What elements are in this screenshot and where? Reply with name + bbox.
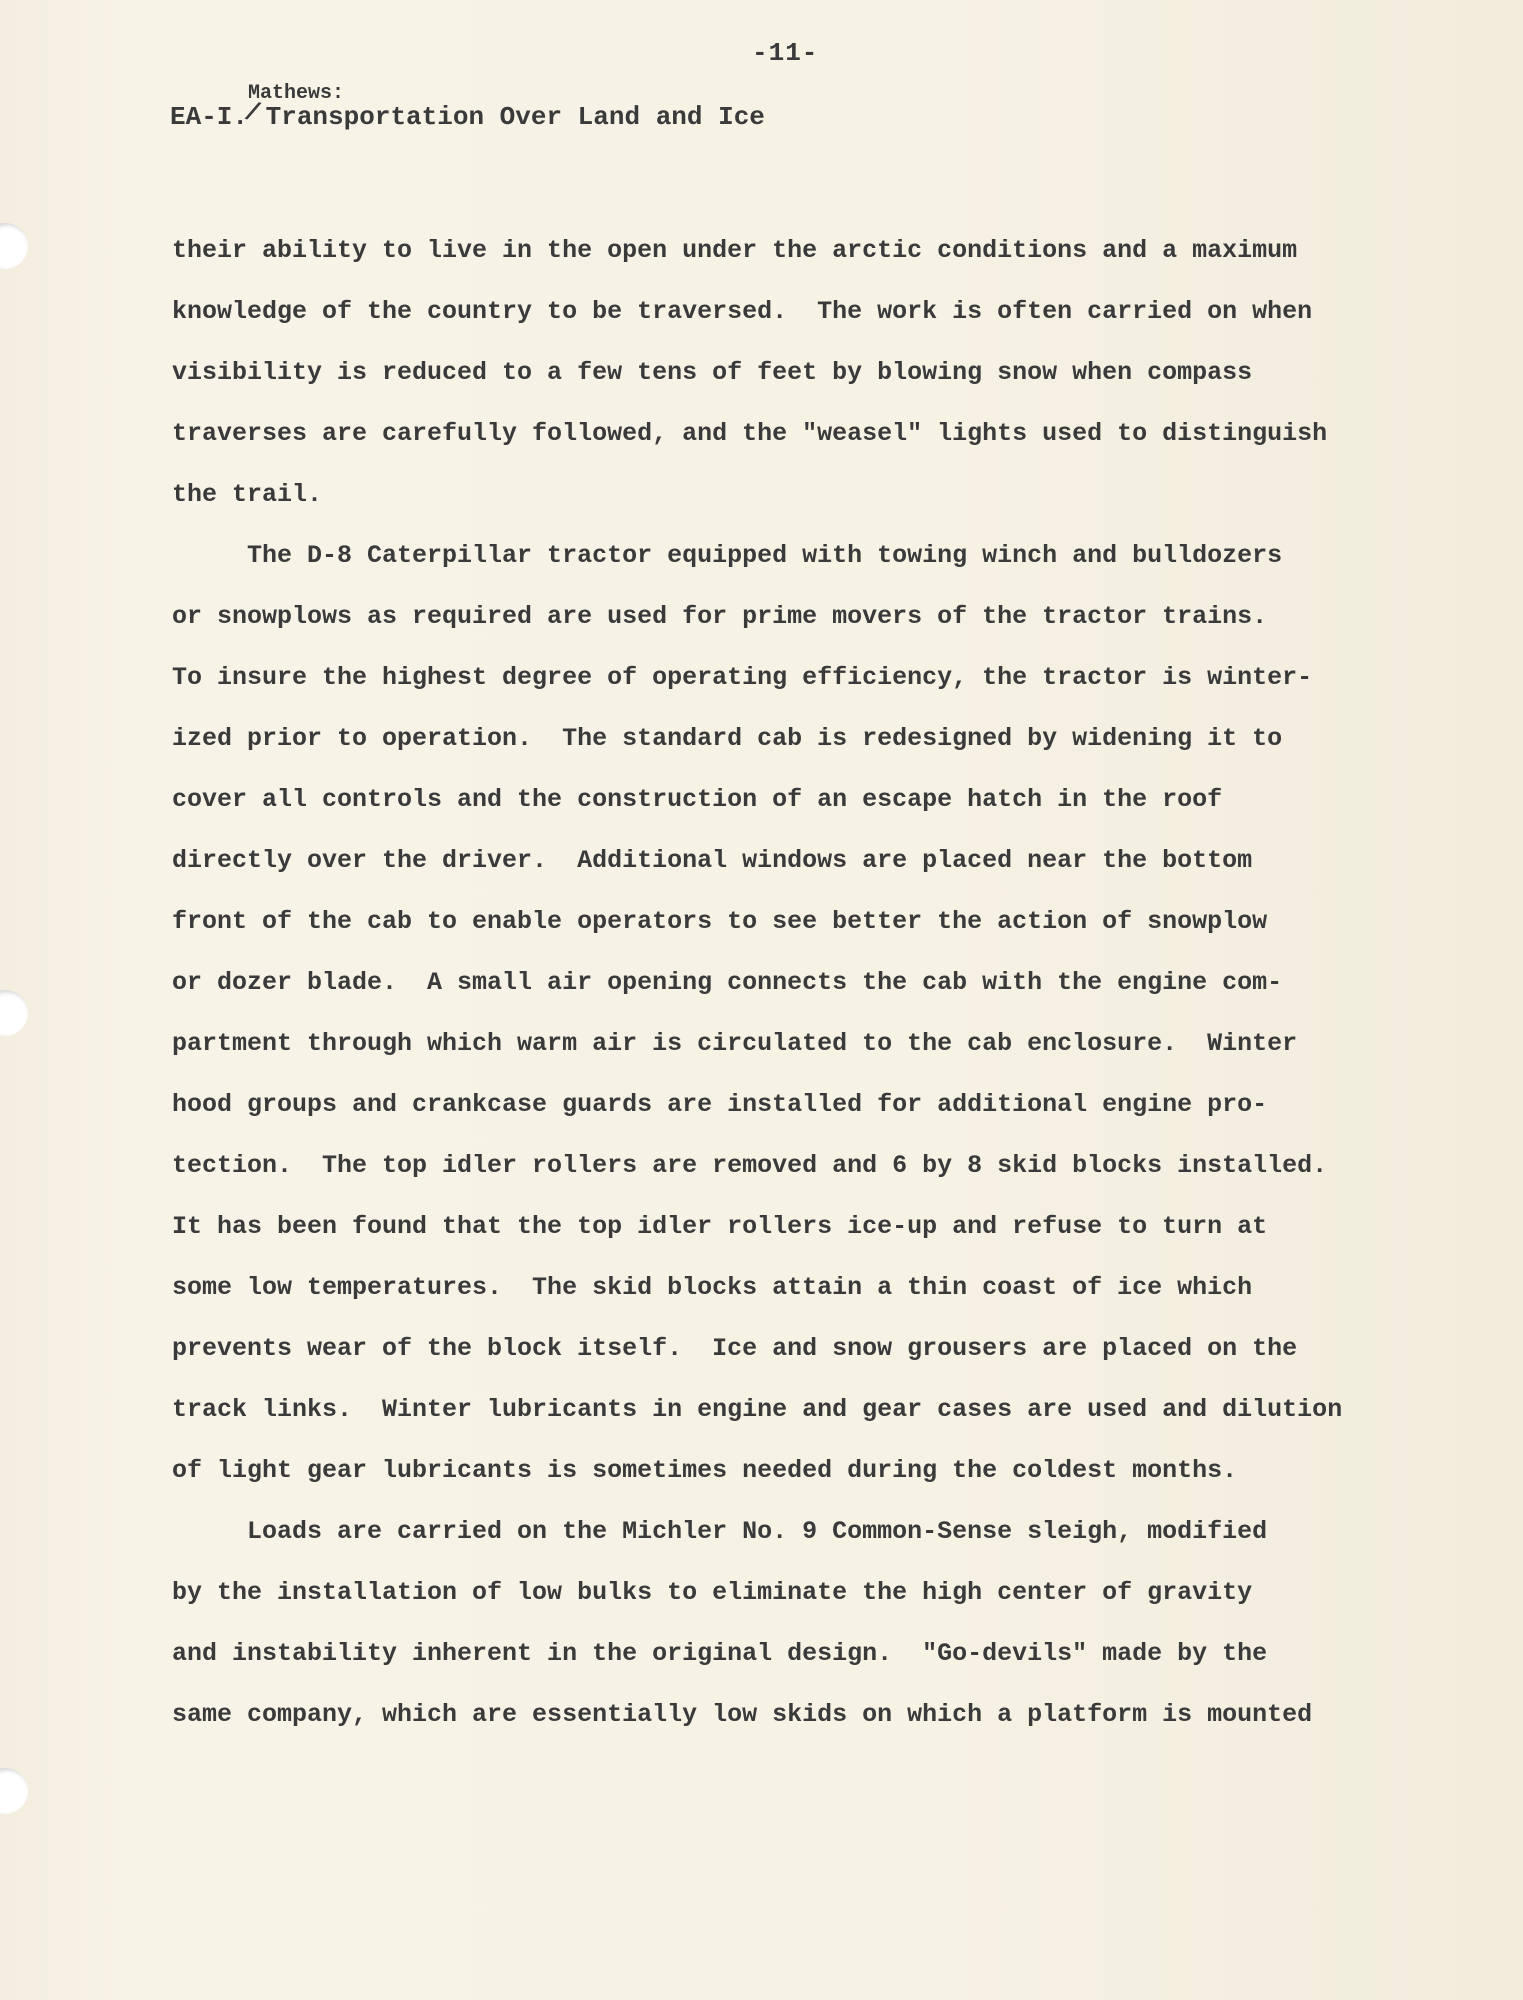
header-title: Transportation Over Land and Ice [265,102,765,132]
body-text [172,220,1372,1745]
header-author: Mathews: [248,82,345,105]
text-line: cover all controls and the construction of an escape hatch in the roof [172,785,1223,814]
text-line: tection. The top idler rollers are removed and 6 by 8 skid blocks installed. [172,1151,1328,1180]
header-slash: / [241,96,264,130]
header-section: EA-I. [170,102,249,132]
punch-hole [0,223,28,269]
text-line: It has been found that the top idler rollers ice-up and refuse to turn at [172,1212,1268,1241]
text-line: their ability to live in the open under the arctic conditions and a maximum [172,236,1298,265]
text-line: and instability inherent in the original design. "Go-devils" made by the [172,1639,1268,1668]
text-line: some low temperatures. The skid blocks attain a thin coast of ice which [172,1273,1253,1302]
text-line: knowledge of the country to be traversed. The work is often carried on when [172,297,1313,326]
text-line: front of the cab to enable operators to see better the action of snowplow [172,907,1268,936]
text-line: partment through which warm air is circulated to the cab enclosure. Winter [172,1029,1298,1058]
text-line: track links. Winter lubricants in engine and gear cases are used and dilution [172,1395,1343,1424]
punch-hole [0,990,28,1036]
text-line: traverses are carefully followed, and the "weasel" lights used to distinguish [172,419,1328,448]
text-line: directly over the driver. Additional windows are placed near the bottom [172,846,1253,875]
text-line: of light gear lubricants is sometimes needed during the coldest months. [172,1456,1238,1485]
text-line: visibility is reduced to a few tens of feet by blowing snow when compass [172,358,1253,387]
text-line: by the installation of low bulks to eliminate the high center of gravity [172,1578,1253,1607]
text-line: ized prior to operation. The standard cab is redesigned by widening it to [172,724,1283,753]
text-line: prevents wear of the block itself. Ice and snow grousers are placed on the [172,1334,1298,1363]
text-line: same company, which are essentially low skids on which a platform is mounted [172,1700,1313,1729]
text-line: hood groups and crankcase guards are installed for additional engine pro- [172,1090,1268,1119]
text-line: Loads are carried on the Michler No. 9 Common-Sense sleigh, modified [172,1517,1268,1546]
page-number: -11- [752,38,819,68]
header-line [170,96,765,132]
text-line: To insure the highest degree of operating efficiency, the tractor is winter- [172,663,1313,692]
punch-hole [0,1768,28,1814]
text-line: The D-8 Caterpillar tractor equipped with towing winch and bulldozers [172,541,1283,570]
text-line: or snowplows as required are used for prime movers of the tractor trains. [172,602,1268,631]
text-line: the trail. [172,480,323,509]
text-line: or dozer blade. A small air opening connects the cab with the engine com- [172,968,1283,997]
